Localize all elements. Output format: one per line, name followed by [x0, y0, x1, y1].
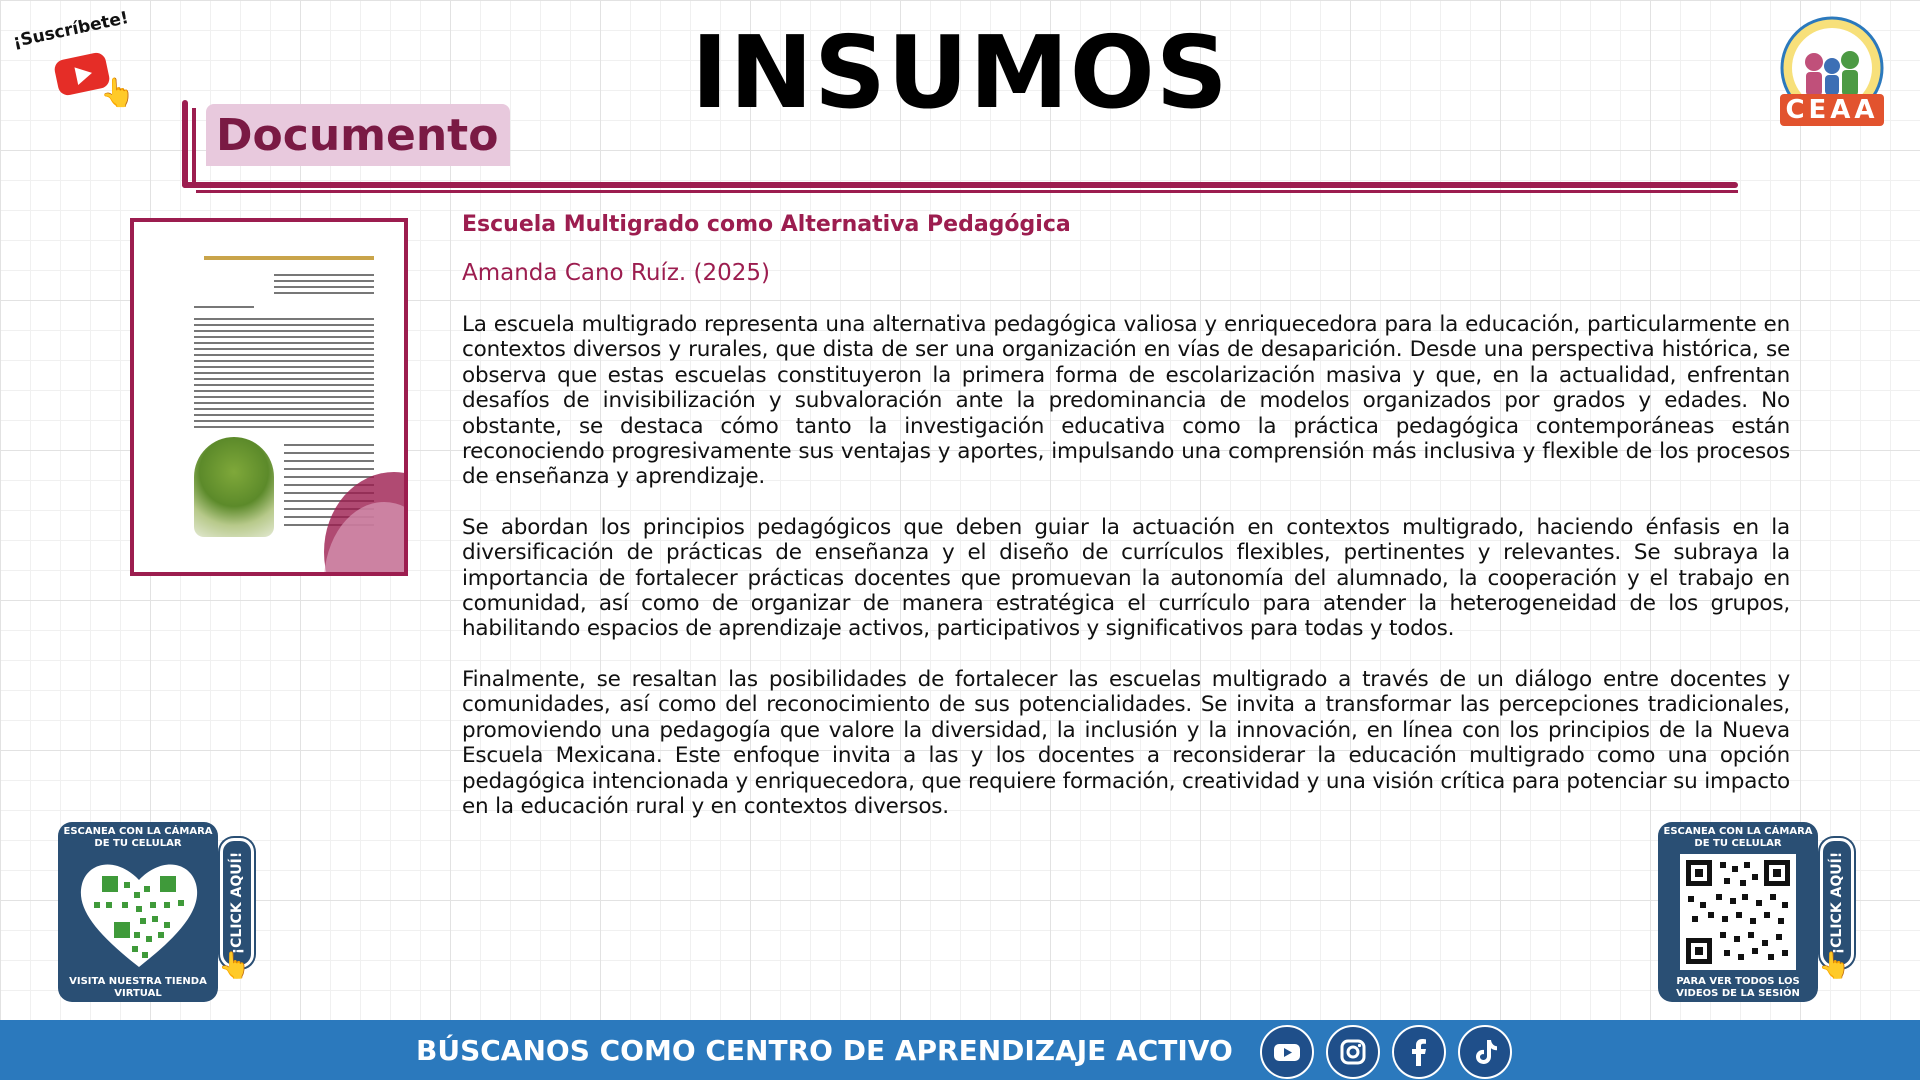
thumbnail-line [274, 274, 374, 276]
cursor-hand-icon: 👆 [218, 950, 251, 980]
facebook-icon[interactable] [1392, 1025, 1446, 1079]
thumbnail-line [194, 414, 374, 416]
thumbnail-line [194, 426, 374, 428]
document-title: Escuela Multigrado como Alternativa Pedagógica [462, 212, 1071, 237]
paragraph: Se abordan los principios pedagógicos que deben guiar la actuación en contextos multigrado, haciendo énfasis en la diversificación de prácticas de enseñanza y el diseño de currículos flexibles, pertinentes y relevantes. Se subraya la importancia de fortalecer prácticas docentes que promuevan la autonomía del alumnado, la cooperación y el trabajo en comunidad, así como de organizar de manera estratégica el currículo para atender la heterogeneidad de los grupos, habilitando espacios de aprendizaje activos, participativos y significativos para todas y todos. [462, 514, 1790, 642]
footer-text: BÚSCANOS COMO CENTRO DE APRENDIZAJE ACTIVO [416, 1034, 1233, 1067]
qr-code [1680, 854, 1796, 970]
divider-line-inner [196, 190, 1738, 193]
paragraph: Finalmente, se resaltan las posibilidades de fortalecer las escuelas multigrado a través de un diálogo entre docentes y comunidades, así como del reconocimiento de sus potencialidades. Se invita a transformar las percepciones tradicionales, promoviendo una pedagogía que valore la diversidad, la inclusión y la innovación, en línea con los principios de la Nueva Escuela Mexicana. Este enfoque invita a las y los docentes a reconsiderar la educación multigrado como una opción pedagógica intencionada y enriquecedora, que requiere formación, creatividad y una visión crítica para potenciar su impacto en la educación rural y en contextos diversos. [462, 666, 1790, 819]
click-label: ¡CLICK AQUÍ! [229, 851, 245, 955]
document-summary [462, 210, 1790, 844]
click-label: ¡CLICK AQUÍ! [1829, 851, 1845, 955]
thumbnail-line [284, 444, 374, 446]
click-here-button-videos[interactable] [1820, 838, 1854, 968]
qr-card-store[interactable] [58, 822, 218, 1002]
thumbnail-line [194, 420, 374, 422]
thumbnail-line [274, 286, 374, 288]
thumbnail-line [194, 306, 254, 308]
thumbnail-line [194, 342, 374, 344]
logo-text: CEAA [1780, 94, 1884, 126]
cursor-hand-icon: 👆 [100, 77, 135, 108]
thumbnail-line [284, 468, 374, 470]
thumbnail-line [194, 372, 374, 374]
paragraph: La escuela multigrado representa una alternativa pedagógica valiosa y enriquecedora para la educación, particularmente en contextos diversos y rurales, que dista de ser una organización en vías de desaparición. Desde una perspectiva histórica, se observa que estas escuelas constituyeron la primera forma de escolarización masiva y que, en la actualidad, enfrentan desafíos de invisibilización y subvaloración ante la predominancia de modelos organizados por grados y edades. No obstante, se destaca cómo tanto la investigación educativa como la práctica pedagógica contemporáneas están reconociendo progresivamente sus ventajas y aportes, impulsando una comprensión más inclusiva y flexible de los procesos de enseñanza y aprendizaje. [462, 312, 1790, 490]
instagram-icon[interactable] [1326, 1025, 1380, 1079]
qr-heart-code [74, 852, 204, 972]
subscribe-label: ¡Suscríbete! [11, 7, 131, 53]
thumbnail-line [194, 330, 374, 332]
thumbnail-line [194, 360, 374, 362]
youtube-icon[interactable] [1260, 1025, 1314, 1079]
thumbnail-line [194, 318, 374, 320]
click-here-button-store[interactable] [220, 838, 254, 968]
section-tab: Documento [206, 104, 510, 166]
page-title: INSUMOS [691, 14, 1229, 131]
thumbnail-tree-illustration [194, 437, 274, 537]
thumbnail-line [194, 408, 374, 410]
thumbnail-line [284, 460, 374, 462]
document-author: Amanda Cano Ruíz. (2025) [462, 260, 771, 286]
thumbnail-line [284, 476, 374, 478]
qr-instruction: ESCANEA CON LA CÁMARA DE TU CELULAR [63, 826, 213, 849]
thumbnail-line [194, 336, 374, 338]
thumbnail-line [194, 366, 374, 368]
thumbnail-heading [204, 256, 374, 260]
qr-caption: VISITA NUESTRA TIENDA VIRTUAL [69, 976, 207, 999]
thumbnail-line [194, 348, 374, 350]
thumbnail-line [194, 324, 374, 326]
thumbnail-line [194, 378, 374, 380]
qr-caption: PARA VER TODOS LOS VIDEOS DE LA SESIÓN [1676, 976, 1800, 999]
tiktok-icon[interactable] [1458, 1025, 1512, 1079]
thumbnail-line [194, 396, 374, 398]
thumbnail-line [284, 452, 374, 454]
thumbnail-line [194, 390, 374, 392]
qr-card-videos[interactable] [1658, 822, 1818, 1002]
thumbnail-line [194, 384, 374, 386]
frame-vertical-line [182, 100, 188, 188]
cursor-hand-icon: 👆 [1818, 950, 1851, 980]
divider-line [182, 182, 1738, 188]
thumbnail-line [274, 280, 374, 282]
thumbnail-line [194, 354, 374, 356]
thumbnail-line [194, 402, 374, 404]
document-thumbnail[interactable] [130, 218, 408, 576]
thumbnail-line [274, 292, 374, 294]
frame-vertical-line-inner [192, 108, 196, 188]
qr-instruction: ESCANEA CON LA CÁMARA DE TU CELULAR [1663, 826, 1813, 849]
ceaa-logo [1772, 14, 1892, 130]
